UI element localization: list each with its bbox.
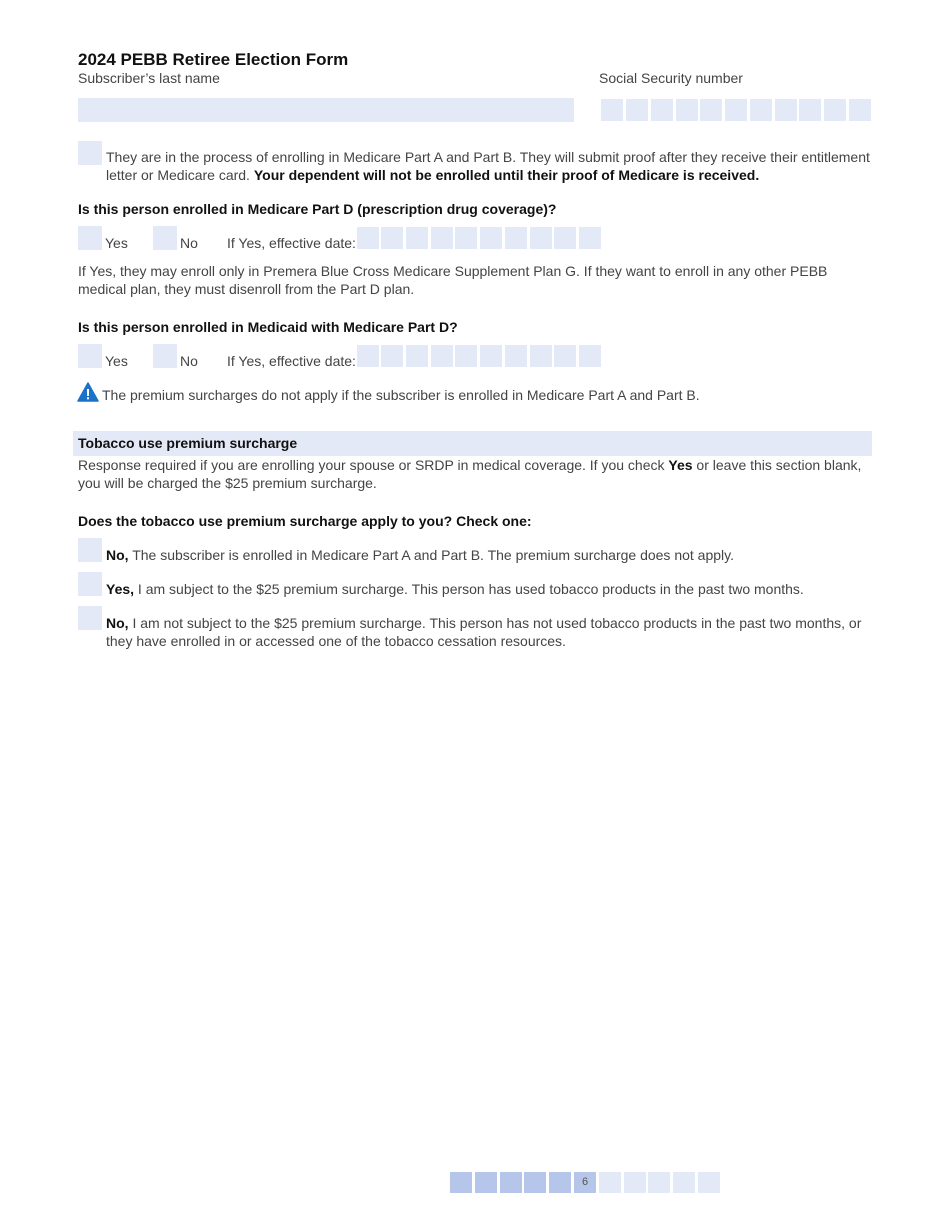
tobacco-option-yes-text: Yes, I am subject to the $25 premium surcharge. This person has used tobacco products in the past two months.: [106, 581, 804, 597]
date-digit-box[interactable]: [381, 345, 403, 367]
medicaid-no-checkbox[interactable]: [153, 344, 177, 368]
medicaid-date-label: If Yes, effective date:: [227, 353, 356, 369]
part-d-question: Is this person enrolled in Medicare Part D (prescription drug coverage)?: [78, 201, 557, 217]
date-digit-box[interactable]: [530, 345, 552, 367]
tobacco-section-title: Tobacco use premium surcharge: [78, 435, 298, 451]
part-d-date-label: If Yes, effective date:: [227, 235, 356, 251]
part-d-yes-label: Yes: [105, 235, 128, 251]
date-digit-box[interactable]: [455, 345, 477, 367]
ssn-digit-box[interactable]: [676, 99, 698, 121]
date-digit-box[interactable]: [357, 227, 379, 249]
current-page-number: 6: [574, 1172, 596, 1193]
page-segment: [599, 1172, 621, 1193]
tobacco-option-no-medicare-checkbox[interactable]: [78, 538, 102, 562]
date-digit-box[interactable]: [554, 227, 576, 249]
page-segment: [648, 1172, 670, 1193]
date-digit-box[interactable]: [505, 227, 527, 249]
page-segment: [475, 1172, 497, 1193]
page-segment: [698, 1172, 720, 1193]
page-segment: [624, 1172, 646, 1193]
tobacco-option-no-text: No, I am not subject to the $25 premium surcharge. This person has not used tobacco products in the past two months, or they have enrolled in or accessed one of the tobacco cessation resources.: [106, 615, 862, 649]
part-d-note: If Yes, they may enroll only in Premera Blue Cross Medicare Supplement Plan G. If they want to enroll in any other PEBB medical plan, they must disenroll from the Part D plan.: [78, 263, 828, 297]
tobacco-option-no-checkbox[interactable]: [78, 606, 102, 630]
medicaid-no-label: No: [180, 353, 198, 369]
tobacco-question: Does the tobacco use premium surcharge apply to you? Check one:: [78, 513, 532, 529]
ssn-digit-box[interactable]: [799, 99, 821, 121]
date-digit-box[interactable]: [480, 227, 502, 249]
ssn-digit-box[interactable]: [700, 99, 722, 121]
ssn-digit-box[interactable]: [849, 99, 871, 121]
date-digit-box[interactable]: [530, 227, 552, 249]
part-d-no-checkbox[interactable]: [153, 226, 177, 250]
page-segment: [673, 1172, 695, 1193]
ssn-digit-box[interactable]: [601, 99, 623, 121]
ssn-digit-box[interactable]: [651, 99, 673, 121]
last-name-label: Subscriber’s last name: [78, 70, 220, 86]
date-digit-box[interactable]: [554, 345, 576, 367]
medicaid-yes-checkbox[interactable]: [78, 344, 102, 368]
date-digit-box[interactable]: [480, 345, 502, 367]
tobacco-intro: Response required if you are enrolling your spouse or SRDP in medical coverage. If you check Yes or leave this section blank, you will be charged the $25 premium surcharge.: [78, 457, 862, 491]
tobacco-option-no-medicare-text: No, The subscriber is enrolled in Medicare Part A and Part B. The premium surcharge does not apply.: [106, 547, 734, 563]
ssn-label: Social Security number: [599, 70, 743, 86]
date-digit-box[interactable]: [406, 345, 428, 367]
date-digit-box[interactable]: [357, 345, 379, 367]
date-digit-box[interactable]: [579, 227, 601, 249]
warning-icon: [77, 382, 99, 402]
page-segment: [524, 1172, 546, 1193]
part-d-no-label: No: [180, 235, 198, 251]
ssn-digit-box[interactable]: [824, 99, 846, 121]
page-segment: [500, 1172, 522, 1193]
last-name-input[interactable]: [78, 98, 574, 122]
ssn-digit-box[interactable]: [775, 99, 797, 121]
tobacco-option-yes-checkbox[interactable]: [78, 572, 102, 596]
date-digit-box[interactable]: [431, 345, 453, 367]
date-digit-box[interactable]: [455, 227, 477, 249]
medicaid-yes-label: Yes: [105, 353, 128, 369]
date-digit-box[interactable]: [505, 345, 527, 367]
medicaid-question: Is this person enrolled in Medicaid with Medicare Part D?: [78, 319, 458, 335]
date-digit-box[interactable]: [406, 227, 428, 249]
page-segment: [450, 1172, 472, 1193]
date-digit-box[interactable]: [381, 227, 403, 249]
ssn-digit-box[interactable]: [750, 99, 772, 121]
part-d-yes-checkbox[interactable]: [78, 226, 102, 250]
ssn-digit-box[interactable]: [626, 99, 648, 121]
date-digit-box[interactable]: [431, 227, 453, 249]
medicare-enrolling-text: They are in the process of enrolling in Medicare Part A and Part B. They will submit proof after they receive their entitlement letter or Medicare card. Your dependent will not be enrolled until their proof of Medicare is received.: [106, 149, 870, 183]
medicare-enrolling-checkbox[interactable]: [78, 141, 102, 165]
form-title: 2024 PEBB Retiree Election Form: [78, 50, 349, 69]
date-digit-box[interactable]: [579, 345, 601, 367]
page-segment: [549, 1172, 571, 1193]
ssn-digit-box[interactable]: [725, 99, 747, 121]
warning-text: The premium surcharges do not apply if the subscriber is enrolled in Medicare Part A and Part B.: [102, 387, 700, 403]
